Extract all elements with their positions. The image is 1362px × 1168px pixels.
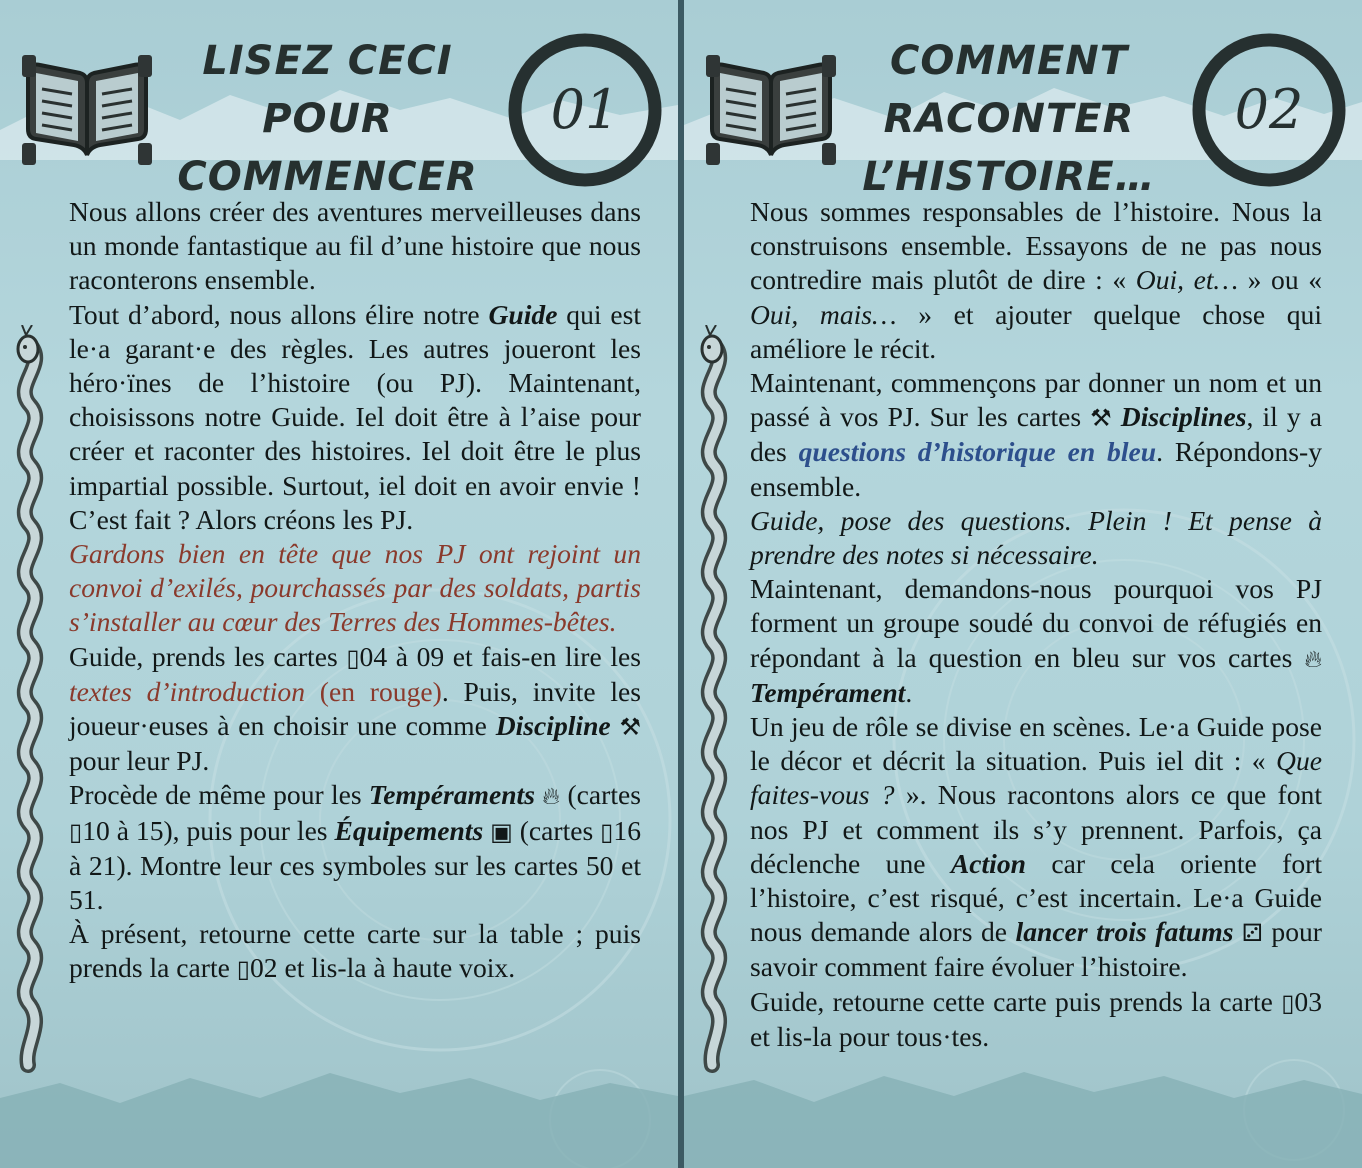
text: 16 à 21). Montre leur ces symboles sur les cartes 50 et 51. bbox=[69, 814, 641, 916]
guide-instruction bbox=[750, 504, 1322, 572]
text: Guide, pose des questions. Plein ! Et pense à prendre des notes si nécessaire. bbox=[750, 504, 1322, 571]
fatum-die-icon: ⚂ bbox=[1242, 919, 1263, 948]
text: Maintenant, commençons par donner un nom et un passé à vos PJ. Sur les cartes bbox=[750, 367, 1322, 433]
crossed-tools-icon: ⚒ bbox=[619, 713, 642, 742]
intro-texts-term: textes d’introduction bbox=[69, 675, 305, 707]
text: Procède de même pour les bbox=[69, 779, 369, 811]
text: Nous allons créer des aventures merveilleuses dans un monde fantastique au fil d’une histoire que nous raconterons ensemble. bbox=[69, 196, 641, 296]
text: Guide, prends les cartes bbox=[69, 640, 347, 672]
flame-icon: 🔥︎ bbox=[1304, 644, 1322, 673]
text: qui est le·a garant·e des règles. Les autres joueront les héro·ïnes de l’histoire (ou PJ). Maintenant, choisissons notre Guide. Iel doit être à l’aise pour créer et raconter des histoires. Iel doit être le plus impartial possible. Surtout, iel doit en avoir envie ! C’est fait ? Alors créons les PJ. bbox=[69, 298, 641, 535]
card-body bbox=[69, 195, 641, 987]
text: Un jeu de rôle se divise en scènes. Le·a Guide pose le décor et décrit la situation. Puis iel dit : « bbox=[750, 711, 1322, 777]
text: car cela oriente fort l’histoire, c’est risqué, c’est incertain. Le·a Guide nous demande alors de bbox=[750, 847, 1322, 948]
paragraph bbox=[69, 917, 641, 986]
snake-icon bbox=[4, 325, 56, 1085]
paragraph bbox=[69, 778, 641, 917]
card-02 bbox=[684, 0, 1362, 1168]
bottom-hills bbox=[684, 1058, 1362, 1168]
paragraph bbox=[750, 195, 1322, 366]
card-icon: ▯ bbox=[236, 955, 250, 984]
quote: Que faites-vous ? bbox=[750, 745, 1322, 811]
open-book-icon bbox=[22, 55, 152, 165]
fatums-term: lancer trois fatums bbox=[1015, 916, 1234, 948]
text: 02 et lis-la à haute voix. bbox=[250, 952, 516, 984]
quote: Oui, mais… bbox=[750, 298, 897, 330]
temperament-term: Tempérament bbox=[750, 676, 906, 708]
text: (cartes bbox=[512, 814, 601, 846]
paragraph bbox=[750, 985, 1322, 1054]
discipline-term: Discipline bbox=[495, 710, 611, 742]
paragraph bbox=[69, 298, 641, 537]
quote: Oui, et… bbox=[1135, 264, 1239, 296]
text: Maintenant, demandons-nous pourquoi vos PJ forment un groupe soudé du convoi de réfugiés en répondant à la question en bleu sur vos cartes bbox=[750, 573, 1322, 673]
card-icon: ▯ bbox=[600, 817, 614, 846]
text: . bbox=[905, 676, 913, 708]
card-body bbox=[750, 195, 1322, 1054]
text: » et ajouter quelque chose qui améliore le récit. bbox=[750, 298, 1322, 364]
text: 04 à 09 et fais-en lire les bbox=[359, 640, 641, 672]
text: Tout d’abord, nous allons élire notre bbox=[69, 298, 489, 330]
text: Guide, retourne cette carte puis prends la carte bbox=[750, 985, 1282, 1017]
bottom-hills bbox=[0, 1058, 678, 1168]
card-title bbox=[834, 32, 1184, 206]
disciplines-term: Disciplines bbox=[1120, 401, 1247, 433]
card-01 bbox=[0, 0, 678, 1168]
card-number: 02 bbox=[1234, 78, 1304, 141]
text: 10 à 15), puis pour les bbox=[82, 814, 335, 846]
backpack-icon: ▣ bbox=[490, 817, 513, 846]
blue-questions-term: questions d’historique en bleu bbox=[798, 436, 1157, 468]
paragraph bbox=[750, 572, 1322, 710]
card-number: 01 bbox=[550, 78, 620, 141]
red-note: (en rouge) bbox=[305, 675, 442, 707]
paragraph bbox=[69, 195, 641, 298]
text: ». Nous racontons alors ce que font nos PJ et comment ils s’y prennent. Parfois, ça déclenche une bbox=[750, 779, 1322, 879]
text: , il y a des bbox=[750, 401, 1322, 468]
text: À présent, retourne cette carte sur la table ; puis prends la carte bbox=[69, 918, 641, 984]
card-icon: ▯ bbox=[69, 817, 83, 846]
title-line-2: RACONTER bbox=[883, 96, 1135, 142]
text: . Puis, invite les joueur·euses à en choisir une comme bbox=[69, 675, 641, 742]
text: » ou « bbox=[1238, 264, 1323, 296]
snake-icon bbox=[688, 325, 740, 1085]
temperament-term: Tempéraments bbox=[368, 779, 535, 811]
card-title bbox=[155, 32, 500, 206]
guide-term: Guide bbox=[488, 298, 558, 330]
crossed-tools-icon: ⚒ bbox=[1090, 404, 1112, 433]
title-line-1: LISEZ CECI bbox=[202, 38, 453, 84]
title-line-2: POUR bbox=[262, 96, 393, 142]
intro-paragraph bbox=[69, 537, 641, 640]
paragraph bbox=[750, 366, 1322, 504]
text: Nous sommes responsables de l’histoire. Nous la construisons ensemble. Essayons de ne pas nous contredire mais plutôt de dire : « bbox=[750, 196, 1322, 296]
title-line-3: COMMENCER bbox=[177, 154, 478, 200]
action-term: Action bbox=[950, 847, 1026, 879]
open-book-icon bbox=[706, 55, 836, 165]
text: . Répondons-y ensemble. bbox=[750, 436, 1322, 502]
paragraph bbox=[750, 710, 1322, 985]
text: pour leur PJ. bbox=[69, 745, 210, 777]
card-icon: ▯ bbox=[1281, 988, 1295, 1017]
title-line-3: L’HISTOIRE… bbox=[862, 154, 1156, 200]
card-number-badge bbox=[1189, 30, 1349, 190]
flame-icon: 🔥︎ bbox=[542, 782, 561, 811]
title-line-1: COMMENT bbox=[889, 38, 1129, 84]
text: pour savoir comment faire évoluer l’histoire. bbox=[750, 916, 1322, 983]
paragraph bbox=[69, 640, 641, 779]
card-icon: ▯ bbox=[346, 643, 360, 672]
text: Gardons bien en tête que nos PJ ont rejoint un convoi d’exilés, pourchassés par des soldats, partis s’installer au cœur des Terres des Hommes-bêtes. bbox=[69, 538, 641, 638]
equipment-term: Équipements bbox=[334, 814, 484, 846]
text: (cartes bbox=[560, 779, 641, 811]
card-number-badge bbox=[505, 30, 665, 190]
text: 03 et lis-la pour tous·tes. bbox=[750, 985, 1322, 1052]
